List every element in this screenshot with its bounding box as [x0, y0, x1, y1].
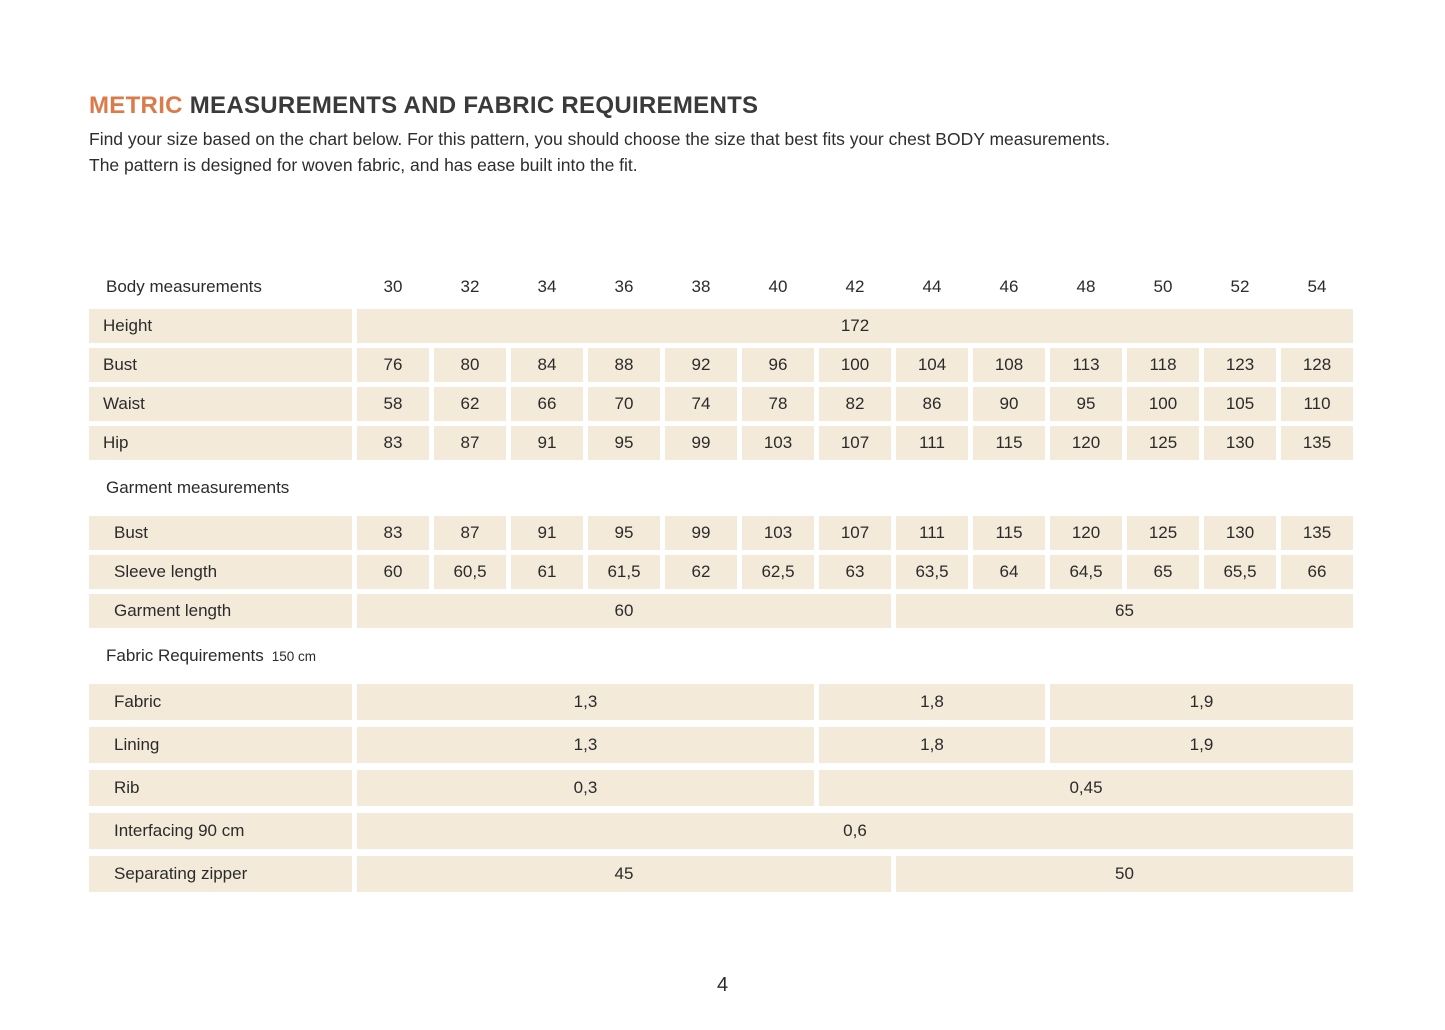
- value-cell: 62: [434, 387, 506, 421]
- value-cell: 104: [896, 348, 968, 382]
- value-cell: 65: [1127, 555, 1199, 589]
- value-cell: 120: [1050, 426, 1122, 460]
- page-title: [89, 92, 1353, 120]
- garment-section-header: [89, 465, 1353, 511]
- title-rest: MEASUREMENTS AND FABRIC REQUIREMENTS: [189, 92, 759, 119]
- value-cell: 66: [1281, 555, 1353, 589]
- intro-paragraph: [89, 126, 1353, 178]
- garment-section-label: Garment measurements: [106, 478, 290, 497]
- value-cell: 61: [511, 555, 583, 589]
- fabric-section-header: [89, 633, 1353, 679]
- rib-row-label: Rib: [89, 770, 352, 806]
- value-cell: 63: [819, 555, 891, 589]
- value-cell: 63,5: [896, 555, 968, 589]
- size-column-header: 50: [1153, 277, 1173, 296]
- hip-row-label: Hip: [89, 426, 352, 460]
- value-cell: 111: [896, 426, 968, 460]
- value-cell: 64: [973, 555, 1045, 589]
- value-cell: 120: [1050, 516, 1122, 550]
- body-bust-row-label: Bust: [89, 348, 352, 382]
- value-cell: 135: [1281, 426, 1353, 460]
- fabric-width-note: 150 cm: [271, 648, 317, 664]
- value-cell: 92: [665, 348, 737, 382]
- span-value-cell: 45: [357, 856, 891, 892]
- span-value-cell: 0,45: [819, 770, 1353, 806]
- value-cell: 60,5: [434, 555, 506, 589]
- size-column-header: 54: [1307, 277, 1327, 296]
- value-cell: 108: [973, 348, 1045, 382]
- value-cell: 91: [511, 516, 583, 550]
- span-value-cell: 60: [357, 594, 891, 628]
- lining-row: [89, 727, 1353, 763]
- rib-row: [89, 770, 1353, 806]
- lining-row-label: Lining: [89, 727, 352, 763]
- value-cell: 123: [1204, 348, 1276, 382]
- value-cell: 99: [665, 426, 737, 460]
- value-cell: 61,5: [588, 555, 660, 589]
- value-cell: 84: [511, 348, 583, 382]
- value-cell: 74: [665, 387, 737, 421]
- value-cell: 100: [819, 348, 891, 382]
- value-cell: 78: [742, 387, 814, 421]
- size-column-header: 36: [614, 277, 634, 296]
- garment-bust-row: [89, 516, 1353, 550]
- separating-zipper-row: [89, 856, 1353, 892]
- span-value-cell: 65: [896, 594, 1353, 628]
- separating-zipper-row-label: Separating zipper: [89, 856, 352, 892]
- value-cell: 95: [588, 426, 660, 460]
- height-row: [89, 309, 1353, 343]
- value-cell: 103: [742, 516, 814, 550]
- value-cell: 95: [588, 516, 660, 550]
- size-table: [89, 270, 1353, 892]
- size-column-header: 38: [691, 277, 711, 296]
- value-cell: 66: [511, 387, 583, 421]
- fabric-row: [89, 684, 1353, 720]
- sleeve-length-row-label: Sleeve length: [89, 555, 352, 589]
- value-cell: 82: [819, 387, 891, 421]
- value-cell: 64,5: [1050, 555, 1122, 589]
- hip-row: [89, 426, 1353, 460]
- value-cell: 95: [1050, 387, 1122, 421]
- value-cell: 128: [1281, 348, 1353, 382]
- size-column-header: 40: [768, 277, 788, 296]
- value-cell: 83: [357, 426, 429, 460]
- page-content: [89, 92, 1353, 899]
- value-cell: 60: [357, 555, 429, 589]
- fabric-section-label: Fabric Requirements: [106, 646, 264, 665]
- garment-bust-row-label: Bust: [89, 516, 352, 550]
- value-cell: 107: [819, 516, 891, 550]
- span-value-cell: 1,9: [1050, 727, 1353, 763]
- size-column-header: 34: [537, 277, 557, 296]
- value-cell: 91: [511, 426, 583, 460]
- span-value-cell: 1,3: [357, 727, 814, 763]
- span-value-cell: 50: [896, 856, 1353, 892]
- garment-length-row-label: Garment length: [89, 594, 352, 628]
- interfacing-row-label: Interfacing 90 cm: [89, 813, 352, 849]
- span-value-cell: 1,9: [1050, 684, 1353, 720]
- waist-row: [89, 387, 1353, 421]
- title-highlight: METRIC: [89, 92, 183, 119]
- size-column-header: 48: [1076, 277, 1096, 296]
- value-cell: 83: [357, 516, 429, 550]
- value-cell: 90: [973, 387, 1045, 421]
- size-column-header: 44: [922, 277, 942, 296]
- size-column-header: 42: [845, 277, 865, 296]
- interfacing-row: [89, 813, 1353, 849]
- value-cell: 103: [742, 426, 814, 460]
- value-cell: 135: [1281, 516, 1353, 550]
- value-cell: 113: [1050, 348, 1122, 382]
- value-cell: 58: [357, 387, 429, 421]
- value-cell: 125: [1127, 426, 1199, 460]
- body-bust-row: [89, 348, 1353, 382]
- span-value-cell: 0,3: [357, 770, 814, 806]
- size-column-header: 52: [1230, 277, 1250, 296]
- value-cell: 96: [742, 348, 814, 382]
- value-cell: 118: [1127, 348, 1199, 382]
- size-column-header: 46: [999, 277, 1019, 296]
- value-cell: 110: [1281, 387, 1353, 421]
- value-cell: 111: [896, 516, 968, 550]
- height-value-cell: 172: [357, 309, 1353, 343]
- value-cell: 87: [434, 516, 506, 550]
- value-cell: 70: [588, 387, 660, 421]
- span-value-cell: 1,8: [819, 727, 1045, 763]
- value-cell: 99: [665, 516, 737, 550]
- value-cell: 65,5: [1204, 555, 1276, 589]
- body-measurements-section-label: Body measurements: [106, 277, 262, 296]
- waist-row-label: Waist: [89, 387, 352, 421]
- intro-line-1: Find your size based on the chart below. For this pattern, you should choose the size that best fits your chest BODY measurements.: [89, 129, 1111, 149]
- value-cell: 86: [896, 387, 968, 421]
- value-cell: 130: [1204, 426, 1276, 460]
- value-cell: 62,5: [742, 555, 814, 589]
- intro-line-2: The pattern is designed for woven fabric, and has ease built into the fit.: [89, 155, 638, 175]
- sizes-header-row: [89, 270, 1353, 304]
- garment-length-row: [89, 594, 1353, 628]
- span-value-cell: 1,8: [819, 684, 1045, 720]
- value-cell: 115: [973, 426, 1045, 460]
- value-cell: 87: [434, 426, 506, 460]
- value-cell: 62: [665, 555, 737, 589]
- size-column-header: 30: [383, 277, 403, 296]
- value-cell: 88: [588, 348, 660, 382]
- fabric-row-label: Fabric: [89, 684, 352, 720]
- value-cell: 115: [973, 516, 1045, 550]
- span-value-cell: 1,3: [357, 684, 814, 720]
- page-number: 4: [716, 974, 729, 996]
- value-cell: 100: [1127, 387, 1199, 421]
- value-cell: 125: [1127, 516, 1199, 550]
- value-cell: 105: [1204, 387, 1276, 421]
- value-cell: 80: [434, 348, 506, 382]
- value-cell: 107: [819, 426, 891, 460]
- value-cell: 130: [1204, 516, 1276, 550]
- height-row-label: Height: [89, 309, 352, 343]
- size-column-header: 32: [460, 277, 480, 296]
- sleeve-length-row: [89, 555, 1353, 589]
- span-value-cell: 0,6: [357, 813, 1353, 849]
- value-cell: 76: [357, 348, 429, 382]
